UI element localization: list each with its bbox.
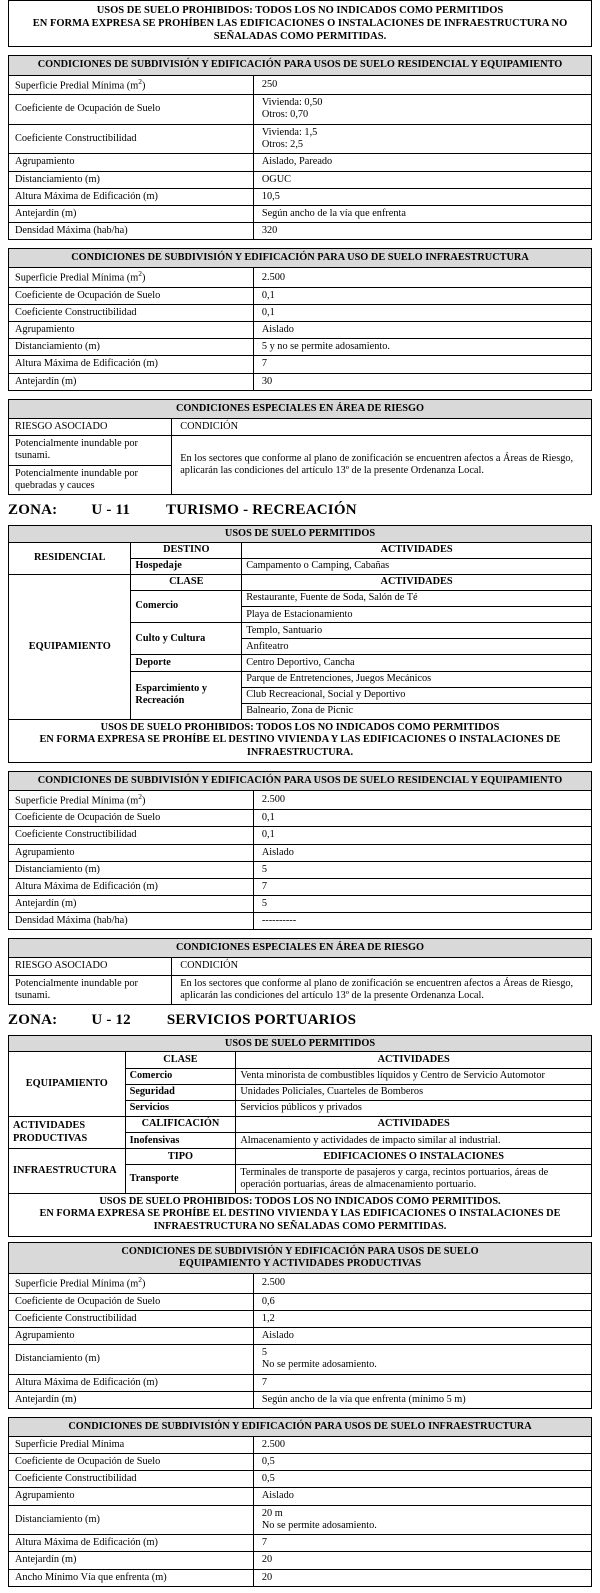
risk-condition <box>172 435 592 494</box>
row-value: Aislado <box>253 1488 591 1505</box>
block2-title: CONDICIONES DE SUBDIVISIÓN Y EDIFICACIÓN PARA USO DE SUELO INFRAESTRUCTURA <box>9 249 592 268</box>
u11-equipamiento-category: EQUIPAMIENTO <box>9 574 131 719</box>
table-row <box>9 1437 592 1454</box>
u12-tipo-header: TIPO <box>125 1149 236 1165</box>
row-value: 0,1 <box>253 287 591 304</box>
table-row <box>9 1391 592 1408</box>
u12-block2-title: CONDICIONES DE SUBDIVISIÓN Y EDIFICACIÓN PARA USOS DE SUELO INFRAESTRUCTURA <box>9 1417 592 1436</box>
conditions-residential-equipment-table <box>8 55 592 240</box>
table-row <box>9 975 592 1005</box>
row-value: 2.500 <box>253 790 591 810</box>
zone-heading-u12 <box>8 1005 592 1035</box>
u11-destino-actividades: Campamento o Camping, Cabañas <box>242 558 592 574</box>
block1-title: CONDICIONES DE SUBDIVISIÓN Y EDIFICACIÓN PARA USOS DE SUELO RESIDENCIAL Y EQUIPAMIENTO <box>9 56 592 75</box>
row-label: Densidad Máxima (hab/ha) <box>9 223 254 240</box>
row-value: 30 <box>253 373 591 390</box>
row-label: Coeficiente Constructibilidad <box>9 1310 254 1327</box>
u12-equipamiento-category: EQUIPAMIENTO <box>9 1052 126 1117</box>
table-row <box>9 1374 592 1391</box>
row-label: Agrupamiento <box>9 1488 254 1505</box>
row-value: 2.500 <box>253 1273 591 1293</box>
conditions-infrastructure-table <box>8 248 592 391</box>
condition-col-header: CONDICIÓN <box>172 418 592 435</box>
row-value: 7 <box>253 356 591 373</box>
table-row <box>9 339 592 356</box>
table-row <box>9 188 592 205</box>
u11-actividad: Centro Deportivo, Cancha <box>242 655 592 671</box>
table-row <box>9 913 592 930</box>
row-value-line1: 20 m <box>261 1507 283 1519</box>
table-row <box>9 171 592 188</box>
u11-conditions-table <box>8 771 592 931</box>
table-row <box>9 435 592 465</box>
row-label: Coeficiente de Ocupación de Suelo <box>9 1454 254 1471</box>
u12-uses-header: USOS DE SUELO PERMITIDOS <box>9 1036 592 1052</box>
u11-clase-esparcimiento: Esparcimiento y Recreación <box>131 671 242 719</box>
row-label: Distanciamiento (m) <box>9 171 254 188</box>
row-value <box>253 1505 591 1535</box>
row-value: 0,1 <box>253 827 591 844</box>
table-row <box>9 1488 592 1505</box>
row-label <box>9 75 254 95</box>
risk-condition-line2: aplicarán las condiciones del artículo 13º de la presente Ordenanza Local. <box>180 989 484 1001</box>
table-row <box>9 1273 592 1293</box>
risk-col-header: RIESGO ASOCIADO <box>9 418 172 435</box>
row-value: 2.500 <box>253 268 591 288</box>
u12-conditions-equipment-table <box>8 1242 592 1409</box>
table-row <box>9 827 592 844</box>
row-label <box>9 1273 254 1293</box>
row-label: Antejardín (m) <box>9 373 254 390</box>
row-value-line1: 5 <box>261 1346 268 1358</box>
row-label: Coeficiente de Ocupación de Suelo <box>9 1293 254 1310</box>
banner-line-3: SEÑALADAS COMO PERMITIDAS. <box>213 31 387 43</box>
row-value: 0,1 <box>253 305 591 322</box>
u12-productivas-actividades-header: ACTIVIDADES <box>236 1116 592 1132</box>
row-label: Coeficiente de Ocupación de Suelo <box>9 287 254 304</box>
u12-edificaciones-header: EDIFICACIONES O INSTALACIONES <box>236 1149 592 1165</box>
table-row <box>9 1344 592 1374</box>
zone-label: ZONA: <box>8 502 58 519</box>
u11-prohibited-line-1: USOS DE SUELO PROHIBIDOS: TODOS LOS NO INDICADOS COMO PERMITIDOS <box>100 721 500 733</box>
table-row <box>9 418 592 435</box>
table-row <box>9 844 592 861</box>
zone-heading-u11 <box>8 495 592 525</box>
u12-block1-title <box>9 1242 592 1273</box>
row-value: 1,2 <box>253 1310 591 1327</box>
table-row <box>9 1552 592 1569</box>
row-value: 320 <box>253 223 591 240</box>
row-label: Antejardín (m) <box>9 896 254 913</box>
row-value: 10,5 <box>253 188 591 205</box>
row-label-sup: 2 <box>138 269 142 279</box>
row-label: Altura Máxima de Edificación (m) <box>9 1374 254 1391</box>
risk-item: Potencialmente inundable por tsunami. <box>9 435 172 465</box>
table-row <box>9 154 592 171</box>
zone-name: TURISMO - RECREACIÓN <box>166 502 357 519</box>
row-value: 7 <box>253 878 591 895</box>
u11-prohibited-line-3: INFRAESTRUCTURA. <box>246 747 354 759</box>
row-label-text: Superficie Predial Mínima (m <box>15 795 139 807</box>
u12-actividad: Servicios públicos y privados <box>236 1100 592 1116</box>
row-value <box>253 95 591 125</box>
u11-actividad: Anfiteatro <box>242 639 592 655</box>
u12-clase-comercio: Comercio <box>125 1068 236 1084</box>
u12-productivas-line2: PRODUCTIVAS <box>13 1132 88 1144</box>
row-label-sup: 2 <box>138 791 142 801</box>
row-value-line2: No se permite adosamiento. <box>261 1519 377 1531</box>
risk-title: CONDICIONES ESPECIALES EN ÁREA DE RIESGO <box>9 399 592 418</box>
row-label-sup: 2 <box>138 76 142 86</box>
u12-infraestructura-category: INFRAESTRUCTURA <box>9 1149 126 1194</box>
u12-actividad: Unidades Policiales, Cuarteles de Bomberos <box>236 1084 592 1100</box>
u11-prohibited-line-2: EN FORMA EXPRESA SE PROHÍBE EL DESTINO VIVIENDA Y LAS EDIFICACIONES O INSTALACIONES DE <box>39 734 561 746</box>
u11-actividades-header: ACTIVIDADES <box>242 542 592 558</box>
row-value: 0,5 <box>253 1454 591 1471</box>
row-label: Altura Máxima de Edificación (m) <box>9 1535 254 1552</box>
row-label: Agrupamiento <box>9 844 254 861</box>
row-value: 5 <box>253 861 591 878</box>
row-label: Antejardín (m) <box>9 1391 254 1408</box>
row-value: 0,5 <box>253 1471 591 1488</box>
row-value-line2: Otros: 0,70 <box>261 109 309 121</box>
row-value: 2.500 <box>253 1437 591 1454</box>
risk-condition-line1: En los sectores que conforme al plano de zonificación se encuentren afectos a Áreas de Riesgo, <box>180 452 574 464</box>
u12-actividades-header: ACTIVIDADES <box>236 1052 592 1068</box>
row-label: Altura Máxima de Edificación (m) <box>9 878 254 895</box>
row-label: Coeficiente Constructibilidad <box>9 305 254 322</box>
row-value: 250 <box>253 75 591 95</box>
row-value: Aislado <box>253 322 591 339</box>
row-value: Aislado <box>253 1327 591 1344</box>
table-row <box>9 1471 592 1488</box>
row-value: OGUC <box>253 171 591 188</box>
table-row <box>9 1052 592 1068</box>
table-row <box>9 1310 592 1327</box>
u11-clase-culto: Culto y Cultura <box>131 623 242 655</box>
table-row <box>9 305 592 322</box>
row-label: Altura Máxima de Edificación (m) <box>9 356 254 373</box>
u12-prohibited-line-3: INFRAESTRUCTURA NO SEÑALADAS COMO PERMITIDAS. <box>153 1221 447 1233</box>
row-value: Aislado <box>253 844 591 861</box>
u11-permitted-uses-table <box>8 525 592 762</box>
row-label: Distanciamiento (m) <box>9 339 254 356</box>
u11-equip-actividades-header: ACTIVIDADES <box>242 574 592 590</box>
u12-calificacion-value: Inofensivas <box>125 1133 236 1149</box>
u12-calificacion-header: CALIFICACIÓN <box>125 1116 236 1132</box>
risk-condition <box>172 975 592 1005</box>
banner-line-2: EN FORMA EXPRESA SE PROHÍBEN LAS EDIFICACIONES O INSTALACIONES DE INFRAESTRUCTURA NO <box>32 18 568 30</box>
u11-clase-header: CLASE <box>131 574 242 590</box>
table-row <box>9 287 592 304</box>
risk-item: Potencialmente inundable por tsunami. <box>9 975 172 1005</box>
u11-actividad: Templo, Santuario <box>242 623 592 639</box>
row-label: Densidad Máxima (hab/ha) <box>9 913 254 930</box>
u11-actividad: Balneario, Zona de Picnic <box>242 703 592 719</box>
row-label: Altura Máxima de Edificación (m) <box>9 188 254 205</box>
table-row <box>9 95 592 125</box>
row-label-end: ) <box>142 272 146 284</box>
row-label: Coeficiente Constructibilidad <box>9 124 254 154</box>
row-value-line2: Otros: 2,5 <box>261 139 304 151</box>
zone-name: SERVICIOS PORTUARIOS <box>166 1012 357 1029</box>
row-label: Superficie Predial Mínima <box>9 1437 254 1454</box>
table-row <box>9 1149 592 1165</box>
row-value-line2: No se permite adosamiento. <box>261 1359 377 1371</box>
row-label: Ancho Mínimo Vía que enfrenta (m) <box>9 1569 254 1586</box>
row-value: 0,6 <box>253 1293 591 1310</box>
u11-actividad: Parque de Entretenciones, Juegos Mecánicos <box>242 671 592 687</box>
row-label: Distanciamiento (m) <box>9 1344 254 1374</box>
u11-risk-table <box>8 938 592 1005</box>
spacer <box>8 391 592 399</box>
table-row <box>9 1535 592 1552</box>
table-row <box>9 373 592 390</box>
row-label: Agrupamiento <box>9 322 254 339</box>
condition-col-header: CONDICIÓN <box>172 958 592 975</box>
row-label: Coeficiente Constructibilidad <box>9 827 254 844</box>
u12-prohibited-line-1: USOS DE SUELO PROHIBIDOS: TODOS LOS NO INDICADOS COMO PERMITIDOS. <box>99 1195 501 1207</box>
u11-uses-header: USOS DE SUELO PERMITIDOS <box>9 526 592 542</box>
table-row <box>9 542 592 558</box>
row-label-text: Superficie Predial Mínima (m <box>15 79 139 91</box>
row-value: Aislado, Pareado <box>253 154 591 171</box>
table-row <box>9 268 592 288</box>
banner-line-1: USOS DE SUELO PROHIBIDOS: TODOS LOS NO INDICADOS COMO PERMITIDOS <box>96 5 504 16</box>
row-label: Agrupamiento <box>9 1327 254 1344</box>
u11-clase-comercio: Comercio <box>131 590 242 622</box>
row-value <box>253 1344 591 1374</box>
u12-edif-line2: operación portuarias, áreas de almacenamiento portuario. <box>240 1179 477 1191</box>
table-row <box>9 810 592 827</box>
table-row <box>9 1454 592 1471</box>
row-label: Antejardín (m) <box>9 205 254 222</box>
table-row <box>9 1505 592 1535</box>
banner-cell <box>9 1 592 47</box>
spacer <box>8 930 592 938</box>
zone-label: ZONA: <box>8 1012 58 1029</box>
u12-tipo-value: Transporte <box>125 1165 236 1194</box>
u11-actividad: Restaurante, Fuente de Soda, Salón de Té <box>242 590 592 606</box>
row-label: Coeficiente de Ocupación de Suelo <box>9 95 254 125</box>
u12-productivas-category <box>9 1116 126 1148</box>
u12-edificaciones-value <box>236 1165 592 1194</box>
u12-block1-title-line2: EQUIPAMIENTO Y ACTIVIDADES PRODUCTIVAS <box>178 1257 422 1269</box>
table-row <box>9 322 592 339</box>
u12-permitted-uses-table <box>8 1035 592 1236</box>
risk-condition-line2: aplicarán las condiciones del artículo 13º de la presente Ordenanza Local. <box>180 465 484 477</box>
row-label-end: ) <box>142 795 146 807</box>
risk-area-conditions-table <box>8 399 592 496</box>
table-row <box>9 861 592 878</box>
u11-risk-title: CONDICIONES ESPECIALES EN ÁREA DE RIESGO <box>9 939 592 958</box>
u11-actividad: Club Recreacional, Social y Deportivo <box>242 687 592 703</box>
u12-clase-seguridad: Seguridad <box>125 1084 236 1100</box>
table-row <box>9 958 592 975</box>
u11-prohibited-banner <box>9 720 592 763</box>
u11-clase-deporte: Deporte <box>131 655 242 671</box>
row-value: ---------- <box>253 913 591 930</box>
u12-clase-header: CLASE <box>125 1052 236 1068</box>
table-row <box>9 896 592 913</box>
row-value: 20 <box>253 1569 591 1586</box>
risk-item: Potencialmente inundable por quebradas y cauces <box>9 465 172 495</box>
row-value: 5 <box>253 896 591 913</box>
row-value-line1: Vivienda: 1,5 <box>261 126 318 138</box>
u11-conditions-title: CONDICIONES DE SUBDIVISIÓN Y EDIFICACIÓN PARA USOS DE SUELO RESIDENCIAL Y EQUIPAMIENTO <box>9 771 592 790</box>
u12-prohibited-line-2: EN FORMA EXPRESA SE PROHÍBE EL DESTINO VIVIENDA Y LAS EDIFICACIONES O INSTALACIONES DE <box>39 1208 561 1220</box>
u12-productivas-line1: ACTIVIDADES <box>13 1120 86 1132</box>
row-value <box>253 124 591 154</box>
u12-block1-title-line1: CONDICIONES DE SUBDIVISIÓN Y EDIFICACIÓN PARA USOS DE SUELO <box>121 1245 479 1257</box>
u12-actividad: Venta minorista de combustibles líquidos y Centro de Servicio Automotor <box>236 1068 592 1084</box>
zone-code: U - 12 <box>91 1012 131 1029</box>
table-row <box>9 1569 592 1586</box>
row-value: 5 y no se permite adosamiento. <box>253 339 591 356</box>
table-row <box>9 124 592 154</box>
table-row <box>9 1293 592 1310</box>
u11-destino-value: Hospedaje <box>131 558 242 574</box>
row-label: Coeficiente Constructibilidad <box>9 1471 254 1488</box>
spacer <box>8 763 592 771</box>
table-row <box>9 574 592 590</box>
risk-col-header: RIESGO ASOCIADO <box>9 958 172 975</box>
table-row <box>9 1116 592 1132</box>
u12-prohibited-banner <box>9 1194 592 1237</box>
row-label-text: Superficie Predial Mínima (m <box>15 272 139 284</box>
table-row <box>9 790 592 810</box>
row-label <box>9 268 254 288</box>
row-label-end: ) <box>142 1278 146 1290</box>
table-row <box>9 1327 592 1344</box>
u11-destino-header: DESTINO <box>131 542 242 558</box>
risk-condition-line1: En los sectores que conforme al plano de zonificación se encuentren afectos a Áreas de Riesgo, <box>180 977 574 989</box>
u11-residencial-category: RESIDENCIAL <box>9 542 131 574</box>
row-value: 0,1 <box>253 810 591 827</box>
table-row <box>9 878 592 895</box>
u11-actividad: Playa de Estacionamiento <box>242 607 592 623</box>
table-row <box>9 356 592 373</box>
row-label: Coeficiente de Ocupación de Suelo <box>9 810 254 827</box>
row-value: 20 <box>253 1552 591 1569</box>
u12-productivas-actividad: Almacenamiento y actividades de impacto similar al industrial. <box>236 1133 592 1149</box>
row-label: Agrupamiento <box>9 154 254 171</box>
table-row <box>9 75 592 95</box>
u12-edif-line1: Terminales de transporte de pasajeros y carga, recintos portuarios, áreas de <box>240 1166 549 1178</box>
u12-conditions-infrastructure-table <box>8 1417 592 1587</box>
table-row <box>9 223 592 240</box>
spacer <box>8 1409 592 1417</box>
row-value: 7 <box>253 1535 591 1552</box>
row-label-sup: 2 <box>138 1274 142 1284</box>
row-value: Según ancho de la vía que enfrenta <box>253 205 591 222</box>
row-value-line1: Vivienda: 0,50 <box>261 97 323 109</box>
spacer <box>8 47 592 55</box>
row-label: Distanciamiento (m) <box>9 861 254 878</box>
row-value: 7 <box>253 1374 591 1391</box>
row-label-end: ) <box>142 79 146 91</box>
top-prohibited-banner <box>8 0 592 47</box>
spacer <box>8 240 592 248</box>
u12-clase-servicios: Servicios <box>125 1100 236 1116</box>
row-label-text: Superficie Predial Mínima (m <box>15 1278 139 1290</box>
zone-code: U - 11 <box>91 502 131 519</box>
row-label: Antejardín (m) <box>9 1552 254 1569</box>
table-row <box>9 205 592 222</box>
row-label <box>9 790 254 810</box>
row-label: Distanciamiento (m) <box>9 1505 254 1535</box>
row-value: Según ancho de la vía que enfrenta (mínimo 5 m) <box>253 1391 591 1408</box>
